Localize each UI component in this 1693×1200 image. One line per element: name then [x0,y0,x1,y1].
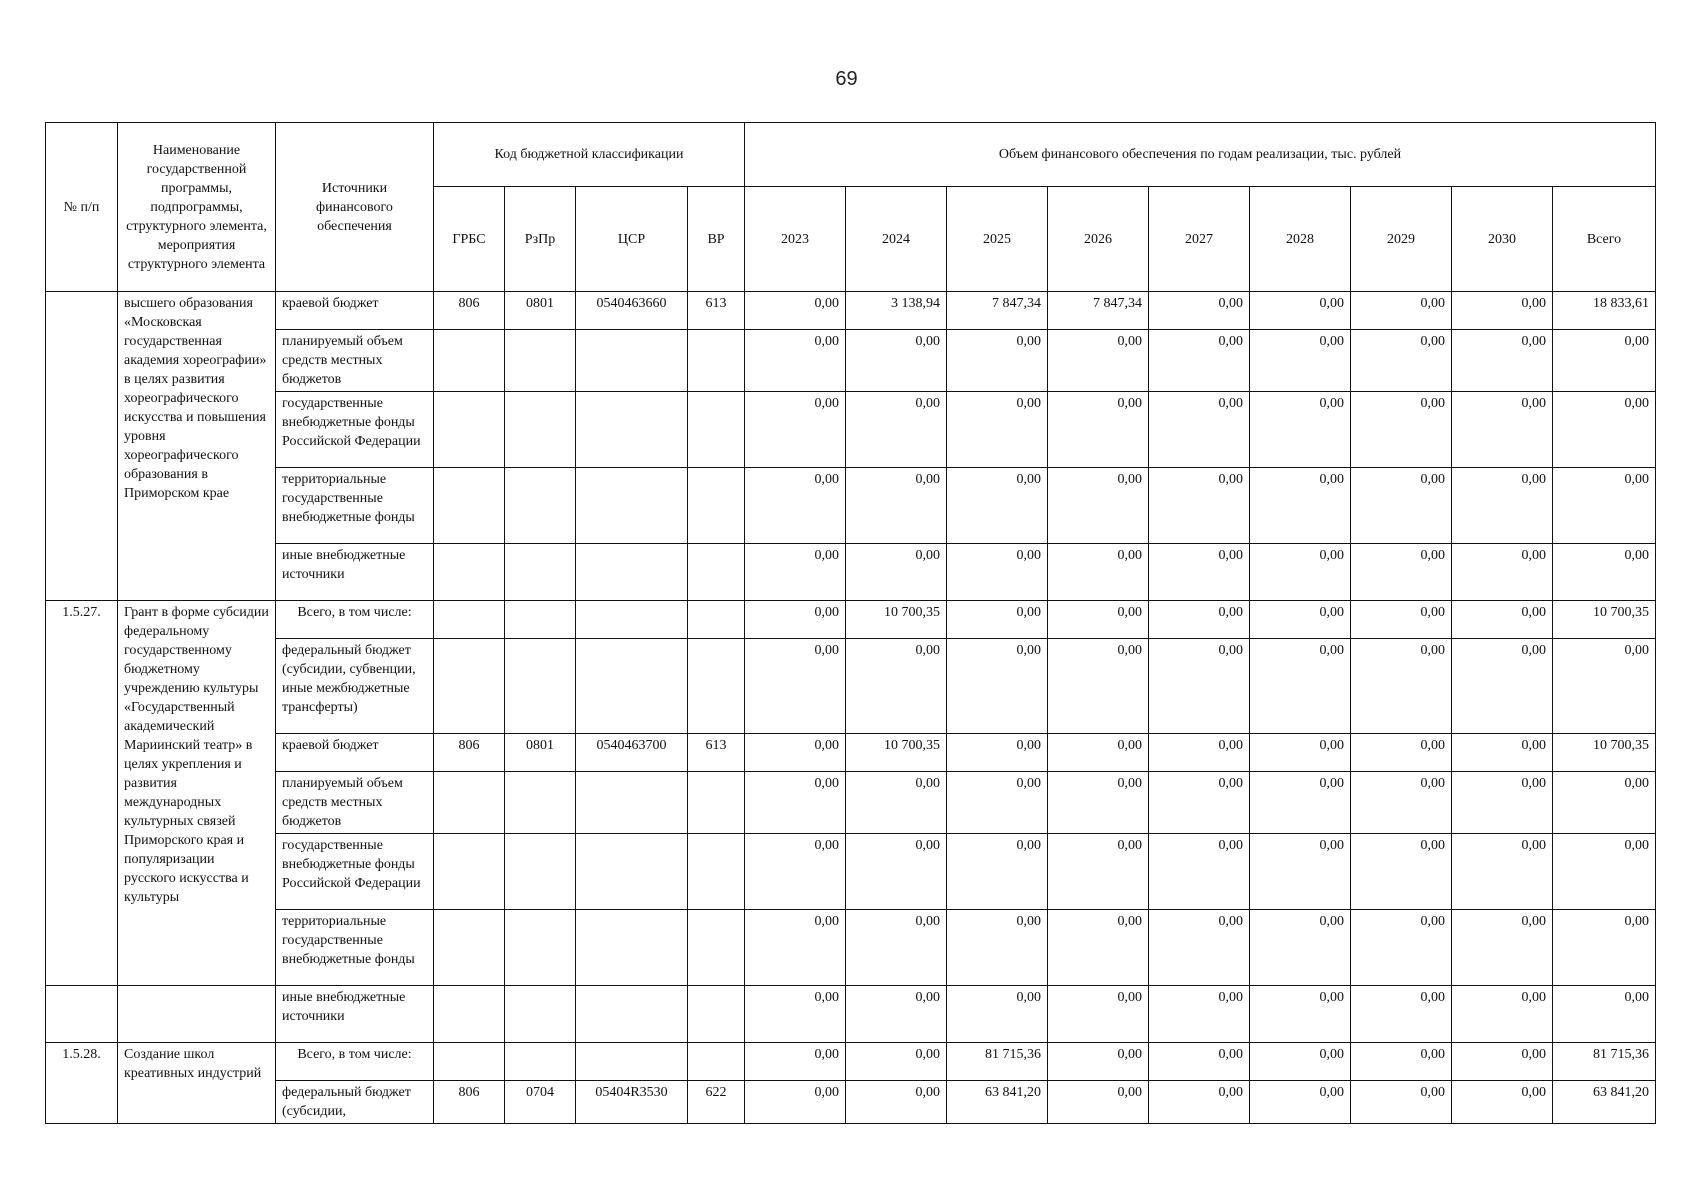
year-value: 0,00 [846,468,947,544]
funding-source: планируемый объем средств местных бюджетов [276,330,434,392]
year-value: 0,00 [1250,910,1351,986]
table-row [46,986,1656,1043]
year-value: 0,00 [947,834,1048,910]
year-value: 0,00 [1452,601,1553,639]
total-value: 81 715,36 [1553,1043,1656,1081]
year-value: 0,00 [846,1043,947,1081]
year-value: 0,00 [947,392,1048,468]
row-number: 1.5.27. [46,601,118,986]
vr-code [688,468,745,544]
row-number: 1.5.28. [46,1043,118,1124]
grbs-code [434,468,505,544]
header-year: 2023 [745,187,846,292]
rzpr-code: 0801 [505,734,576,772]
year-value: 0,00 [1149,544,1250,601]
year-value: 0,00 [1250,468,1351,544]
rzpr-code [505,772,576,834]
vr-code: 622 [688,1081,745,1124]
rzpr-code [505,910,576,986]
year-value: 0,00 [1250,986,1351,1043]
funding-source: государственные внебюджетные фонды Российской Федерации [276,392,434,468]
year-value: 0,00 [1452,986,1553,1043]
year-value: 0,00 [1452,1043,1553,1081]
table-row [46,1081,1656,1124]
year-value: 0,00 [1351,330,1452,392]
year-value: 0,00 [745,601,846,639]
total-value: 0,00 [1553,910,1656,986]
vr-code [688,392,745,468]
year-value: 0,00 [846,772,947,834]
grbs-code [434,834,505,910]
year-value: 0,00 [1048,1043,1149,1081]
funding-source: планируемый объем средств местных бюджетов [276,772,434,834]
year-value: 0,00 [1452,834,1553,910]
year-value: 0,00 [1351,1081,1452,1124]
year-value: 0,00 [1452,1081,1553,1124]
year-value: 0,00 [947,330,1048,392]
table-body [46,292,1656,1124]
year-value: 0,00 [1351,544,1452,601]
total-value: 0,00 [1553,392,1656,468]
header-year: 2025 [947,187,1048,292]
year-value: 0,00 [1048,734,1149,772]
year-value: 0,00 [1250,1043,1351,1081]
year-value: 0,00 [1149,986,1250,1043]
year-value: 0,00 [947,910,1048,986]
year-value: 0,00 [1149,734,1250,772]
year-value: 0,00 [745,392,846,468]
year-value: 0,00 [745,330,846,392]
table-row [46,834,1656,910]
vr-code [688,910,745,986]
funding-source: федеральный бюджет (субсидии, [276,1081,434,1124]
year-value: 0,00 [1250,772,1351,834]
year-value: 81 715,36 [947,1043,1048,1081]
row-number [46,292,118,601]
row-number [46,986,118,1043]
year-value: 0,00 [1149,772,1250,834]
vr-code [688,544,745,601]
year-value: 0,00 [1149,392,1250,468]
year-value: 0,00 [1351,910,1452,986]
year-value: 0,00 [1452,392,1553,468]
year-value: 0,00 [1048,601,1149,639]
year-value: 0,00 [947,639,1048,734]
budget-table [45,122,1656,1124]
year-value: 3 138,94 [846,292,947,330]
year-value: 0,00 [1351,1043,1452,1081]
funding-source: Всего, в том числе: [276,601,434,639]
grbs-code: 806 [434,292,505,330]
year-value: 0,00 [1250,292,1351,330]
funding-source: иные внебюджетные источники [276,986,434,1043]
csr-code [576,330,688,392]
csr-code: 0540463660 [576,292,688,330]
rzpr-code [505,1043,576,1081]
year-value: 0,00 [947,601,1048,639]
table-row [46,772,1656,834]
year-value: 7 847,34 [947,292,1048,330]
year-value: 0,00 [947,772,1048,834]
rzpr-code [505,544,576,601]
grbs-code [434,639,505,734]
grbs-code: 806 [434,1081,505,1124]
year-value: 0,00 [1048,1081,1149,1124]
year-value: 63 841,20 [947,1081,1048,1124]
item-name [118,986,276,1043]
table-row [46,468,1656,544]
header-num: № п/п [46,123,118,292]
year-value: 0,00 [1351,292,1452,330]
rzpr-code [505,639,576,734]
csr-code: 0540463700 [576,734,688,772]
year-value: 0,00 [1452,639,1553,734]
csr-code [576,834,688,910]
table-row [46,392,1656,468]
vr-code [688,330,745,392]
year-value: 0,00 [846,392,947,468]
year-value: 0,00 [745,986,846,1043]
year-value: 0,00 [1250,544,1351,601]
grbs-code [434,910,505,986]
header-budget-code: Код бюджетной классификации [434,123,745,187]
year-value: 0,00 [1452,734,1553,772]
table-row [46,639,1656,734]
year-value: 0,00 [1250,601,1351,639]
funding-source: краевой бюджет [276,734,434,772]
year-value: 0,00 [1149,468,1250,544]
header-year: 2028 [1250,187,1351,292]
total-value: 0,00 [1553,639,1656,734]
item-name: Грант в форме субсидии федеральному государственному бюджетному учреждению культуры «Государственный академический Мариинский театр» в целях укрепления и развития международных культурных связей Приморского края и популяризации русского искусства и культуры [118,601,276,986]
rzpr-code [505,834,576,910]
grbs-code: 806 [434,734,505,772]
grbs-code [434,392,505,468]
grbs-code [434,330,505,392]
table-row [46,292,1656,330]
header-year: 2029 [1351,187,1452,292]
rzpr-code [505,986,576,1043]
total-value: 0,00 [1553,986,1656,1043]
year-value: 0,00 [846,1081,947,1124]
year-value: 10 700,35 [846,734,947,772]
year-value: 0,00 [1452,292,1553,330]
table-row [46,910,1656,986]
year-value: 0,00 [1250,330,1351,392]
funding-source: территориальные государственные внебюджетные фонды [276,468,434,544]
header-vr: ВР [688,187,745,292]
grbs-code [434,772,505,834]
grbs-code [434,986,505,1043]
funding-source: федеральный бюджет (субсидии, субвенции, иные межбюджетные трансферты) [276,639,434,734]
grbs-code [434,1043,505,1081]
csr-code [576,772,688,834]
year-value: 10 700,35 [846,601,947,639]
header-year: 2027 [1149,187,1250,292]
table-row [46,544,1656,601]
year-value: 0,00 [1149,639,1250,734]
year-value: 0,00 [745,468,846,544]
funding-source: территориальные государственные внебюджетные фонды [276,910,434,986]
year-value: 0,00 [1351,639,1452,734]
year-value: 0,00 [1048,986,1149,1043]
year-value: 0,00 [1149,601,1250,639]
csr-code: 05404R3530 [576,1081,688,1124]
year-value: 0,00 [1048,772,1149,834]
header-volume: Объем финансового обеспечения по годам реализации, тыс. рублей [745,123,1656,187]
year-value: 0,00 [745,910,846,986]
total-value: 10 700,35 [1553,601,1656,639]
rzpr-code [505,392,576,468]
header-csr: ЦСР [576,187,688,292]
year-value: 0,00 [745,544,846,601]
table-row [46,330,1656,392]
year-value: 0,00 [1048,468,1149,544]
year-value: 0,00 [1048,834,1149,910]
header-total: Всего [1553,187,1656,292]
year-value: 0,00 [1351,834,1452,910]
year-value: 0,00 [1452,772,1553,834]
year-value: 0,00 [745,639,846,734]
year-value: 0,00 [846,986,947,1043]
rzpr-code: 0801 [505,292,576,330]
header-grbs: ГРБС [434,187,505,292]
year-value: 0,00 [1351,986,1452,1043]
year-value: 0,00 [1452,910,1553,986]
total-value: 10 700,35 [1553,734,1656,772]
funding-source: краевой бюджет [276,292,434,330]
year-value: 0,00 [947,544,1048,601]
year-value: 0,00 [745,834,846,910]
year-value: 0,00 [1149,292,1250,330]
rzpr-code [505,601,576,639]
year-value: 0,00 [1351,734,1452,772]
item-name: Создание школ креативных индустрий [118,1043,276,1124]
year-value: 0,00 [745,734,846,772]
vr-code [688,1043,745,1081]
year-value: 0,00 [745,772,846,834]
grbs-code [434,544,505,601]
year-value: 0,00 [1149,1081,1250,1124]
csr-code [576,639,688,734]
page-number: 69 [835,68,858,90]
table-row [46,601,1656,639]
funding-source: иные внебюджетные источники [276,544,434,601]
header-sources: Источники финансового обеспечения [276,123,434,292]
rzpr-code [505,468,576,544]
vr-code: 613 [688,292,745,330]
csr-code [576,601,688,639]
vr-code: 613 [688,734,745,772]
year-value: 0,00 [1452,468,1553,544]
year-value: 0,00 [1149,330,1250,392]
year-value: 0,00 [1048,330,1149,392]
year-value: 0,00 [1351,392,1452,468]
year-value: 0,00 [947,986,1048,1043]
total-value: 63 841,20 [1553,1081,1656,1124]
year-value: 0,00 [1452,544,1553,601]
year-value: 0,00 [1250,639,1351,734]
table-row [46,1043,1656,1081]
csr-code [576,468,688,544]
csr-code [576,986,688,1043]
year-value: 0,00 [1351,468,1452,544]
rzpr-code: 0704 [505,1081,576,1124]
total-value: 0,00 [1553,468,1656,544]
funding-source: государственные внебюджетные фонды Российской Федерации [276,834,434,910]
year-value: 0,00 [745,292,846,330]
year-value: 0,00 [745,1043,846,1081]
csr-code [576,1043,688,1081]
year-value: 0,00 [846,639,947,734]
grbs-code [434,601,505,639]
table-row [46,734,1656,772]
year-value: 0,00 [1048,639,1149,734]
header-year: 2026 [1048,187,1149,292]
table-header [46,123,1656,292]
vr-code [688,601,745,639]
vr-code [688,639,745,734]
csr-code [576,910,688,986]
year-value: 7 847,34 [1048,292,1149,330]
header-year: 2030 [1452,187,1553,292]
year-value: 0,00 [1048,544,1149,601]
csr-code [576,392,688,468]
year-value: 0,00 [1250,1081,1351,1124]
total-value: 0,00 [1553,772,1656,834]
item-name: высшего образования «Московская государственная академия хореографии» в целях развития хореографического искусства и повышения уровня хореографического образования в Приморском крае [118,292,276,601]
year-value: 0,00 [1452,330,1553,392]
total-value: 0,00 [1553,544,1656,601]
header-rzpr: РзПр [505,187,576,292]
total-value: 18 833,61 [1553,292,1656,330]
vr-code [688,986,745,1043]
year-value: 0,00 [1351,772,1452,834]
year-value: 0,00 [1250,734,1351,772]
year-value: 0,00 [1250,392,1351,468]
funding-source: Всего, в том числе: [276,1043,434,1081]
year-value: 0,00 [1048,392,1149,468]
year-value: 0,00 [846,910,947,986]
csr-code [576,544,688,601]
year-value: 0,00 [1149,1043,1250,1081]
total-value: 0,00 [1553,330,1656,392]
year-value: 0,00 [1048,910,1149,986]
year-value: 0,00 [947,734,1048,772]
year-value: 0,00 [846,544,947,601]
year-value: 0,00 [1250,834,1351,910]
year-value: 0,00 [846,330,947,392]
total-value: 0,00 [1553,834,1656,910]
rzpr-code [505,330,576,392]
year-value: 0,00 [745,1081,846,1124]
vr-code [688,834,745,910]
vr-code [688,772,745,834]
year-value: 0,00 [846,834,947,910]
year-value: 0,00 [1149,834,1250,910]
year-value: 0,00 [1149,910,1250,986]
header-year: 2024 [846,187,947,292]
header-name: Наименование государственной программы, подпрограммы, структурного элемента, мероприятия структурного элемента [118,123,276,292]
year-value: 0,00 [1351,601,1452,639]
year-value: 0,00 [947,468,1048,544]
